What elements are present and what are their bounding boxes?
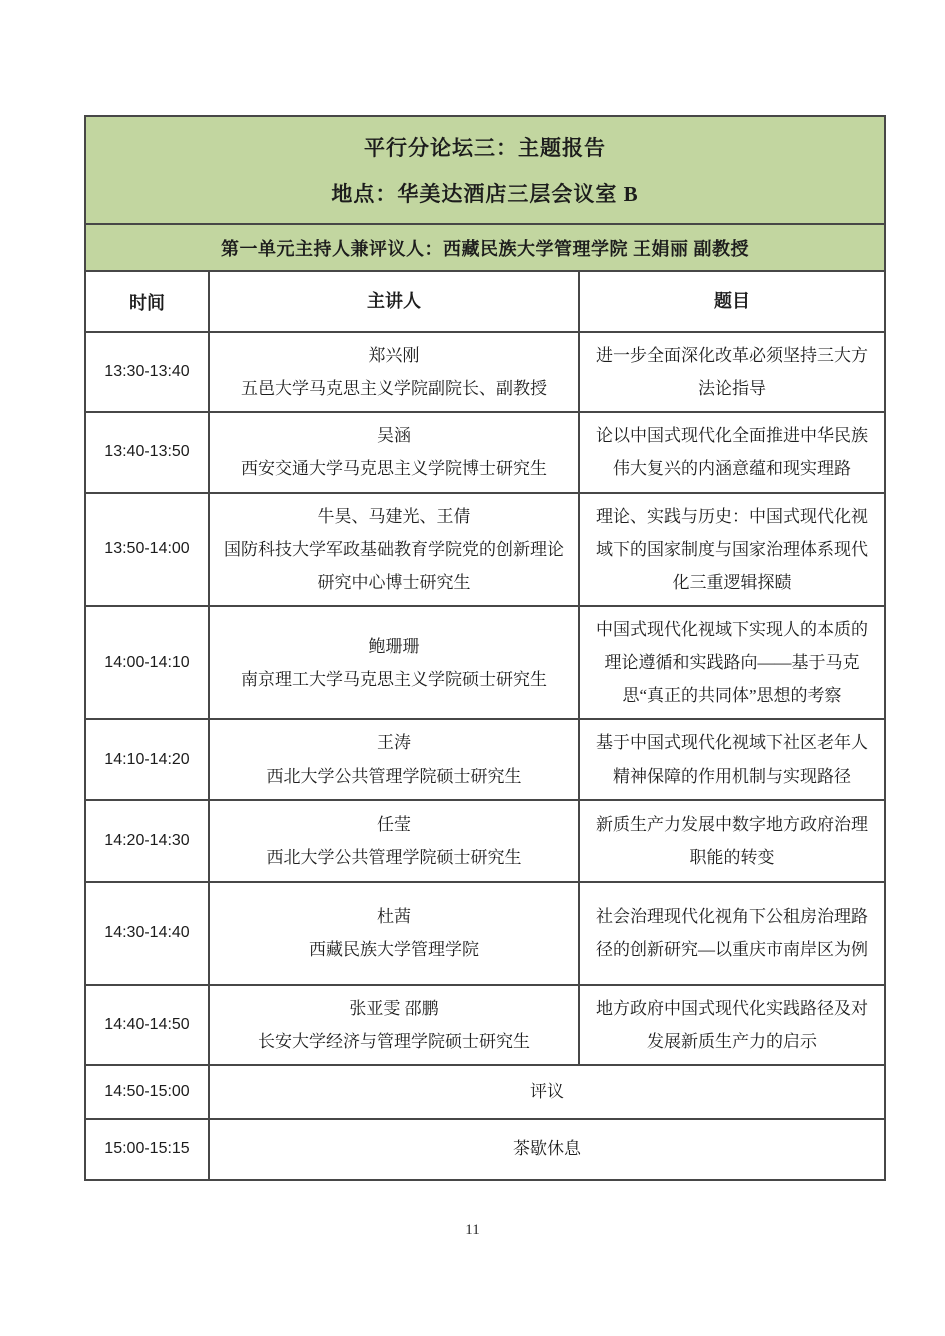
- table-row-discussion: [86, 1064, 884, 1118]
- speaker-affiliation: 长安大学经济与管理学院硕士研究生: [258, 1031, 530, 1051]
- time-cell: 14:50-15:00: [86, 1066, 210, 1118]
- forum-location: 地点：华美达酒店三层会议室 B: [331, 181, 639, 206]
- speaker-cell: [210, 333, 580, 411]
- speaker-affiliation: 五邑大学马克思主义学院副院长、副教授: [241, 379, 547, 399]
- table-row: [86, 492, 884, 605]
- time-cell: 13:40-13:50: [86, 413, 210, 491]
- speaker-affiliation: 国防科技大学军政基础教育学院党的创新理论研究中心博士研究生: [224, 539, 564, 592]
- table-header-row: [86, 270, 884, 331]
- column-header-title: 题目: [714, 290, 750, 311]
- speaker-affiliation: 西北大学公共管理学院硕士研究生: [266, 847, 522, 867]
- page-number: 11: [465, 1222, 480, 1238]
- speaker-name: 杜茜: [377, 907, 411, 927]
- speaker-name: 郑兴刚: [368, 346, 420, 365]
- time-cell: 13:50-14:00: [86, 494, 210, 605]
- time-cell: 15:00-15:15: [86, 1120, 210, 1179]
- column-header-speaker: 主讲人: [210, 272, 580, 331]
- speaker-cell: [210, 494, 580, 605]
- time-cell: 14:40-14:50: [86, 986, 210, 1064]
- speaker-cell: [210, 801, 580, 881]
- session-moderator-text: 第一单元主持人兼评议人：西藏民族大学管理学院 王娟丽 副教授: [221, 238, 749, 259]
- speaker-affiliation: 西北大学公共管理学院硕士研究生: [266, 766, 522, 786]
- speaker-cell: [210, 413, 580, 491]
- speaker-name: 鲍珊珊: [368, 636, 420, 656]
- title-cell: 地方政府中国式现代化实践路径及对发展新质生产力的启示: [596, 998, 868, 1051]
- speaker-affiliation: 西藏民族大学管理学院: [309, 940, 479, 960]
- discussion-label: 评议: [530, 1081, 564, 1101]
- speaker-name: 任莹: [377, 814, 411, 834]
- title-cell: 基于中国式现代化视域下社区老年人精神保障的作用机制与实现路径: [596, 733, 868, 786]
- title-cell: 中国式现代化视域下实现人的本质的理论遵循和实践路向——基于马克思“真正的共同体”思想的考察: [596, 619, 868, 706]
- speaker-cell: [210, 986, 580, 1064]
- speaker-name: 牛昊、马建光、王倩: [317, 506, 471, 526]
- title-cell: 进一步全面深化改革必须坚持三大方法论指导: [596, 346, 868, 399]
- time-cell: 14:30-14:40: [86, 883, 210, 984]
- table-row: [86, 984, 884, 1064]
- speaker-affiliation: 南京理工大学马克思主义学院硕士研究生: [241, 669, 547, 689]
- speaker-cell: [210, 720, 580, 798]
- speaker-name: 王涛: [377, 733, 411, 753]
- tea-break-label: 茶歇休息: [513, 1139, 581, 1159]
- table-row: [86, 881, 884, 984]
- forum-schedule-table: [84, 115, 886, 1181]
- time-cell: 14:10-14:20: [86, 720, 210, 798]
- speaker-name: 吴涵: [377, 426, 411, 446]
- speaker-name: 张亚雯 邵鹏: [349, 998, 439, 1018]
- column-header-time: 时间: [86, 272, 210, 331]
- title-cell: 理论、实践与历史：中国式现代化视域下的国家制度与国家治理体系现代化三重逻辑探赜: [596, 506, 868, 592]
- speaker-cell: [210, 607, 580, 718]
- time-cell: 14:00-14:10: [86, 607, 210, 718]
- table-row: [86, 718, 884, 798]
- table-row: [86, 411, 884, 491]
- session-moderator-band: [86, 223, 884, 270]
- speaker-cell: [210, 883, 580, 984]
- title-cell: 社会治理现代化视角下公租房治理路径的创新研究—以重庆市南岸区为例: [596, 907, 868, 960]
- forum-header-band: [86, 117, 884, 223]
- speaker-affiliation: 西安交通大学马克思主义学院博士研究生: [241, 459, 547, 479]
- table-row: [86, 799, 884, 881]
- title-cell: 论以中国式现代化全面推进中华民族伟大复兴的内涵意蕴和现实理路: [596, 426, 868, 479]
- table-row: [86, 605, 884, 718]
- time-cell: 13:30-13:40: [86, 333, 210, 411]
- table-row: [86, 331, 884, 411]
- title-cell: 新质生产力发展中数字地方政府治理职能的转变: [596, 814, 868, 867]
- table-row-tea-break: [86, 1118, 884, 1179]
- forum-title: 平行分论坛三：主题报告: [364, 136, 606, 161]
- time-cell: 14:20-14:30: [86, 801, 210, 881]
